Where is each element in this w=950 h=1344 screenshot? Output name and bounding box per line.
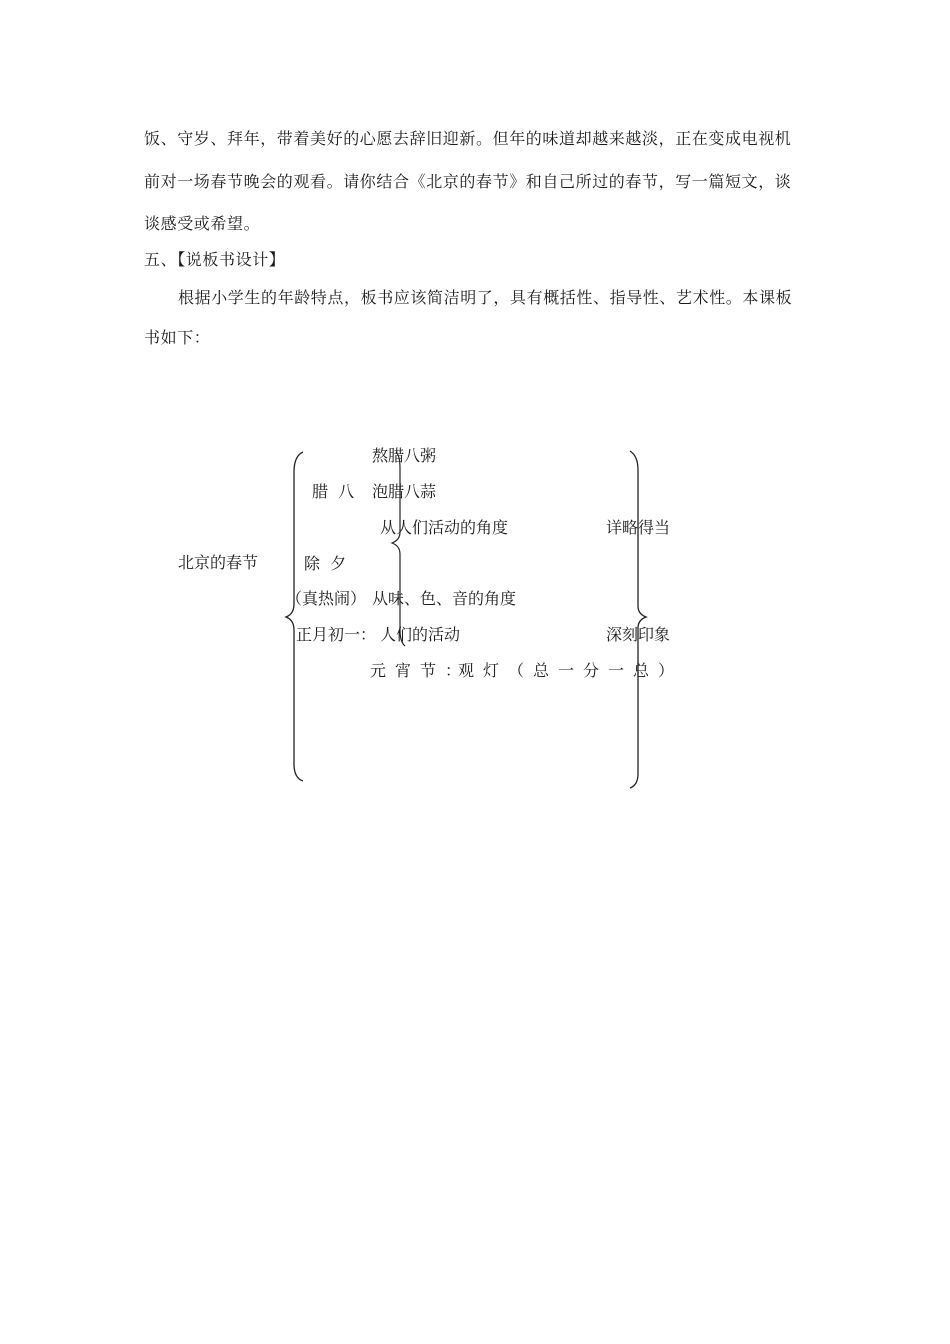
yuanxiao-label: 元宵节： [370,661,471,680]
laba-item-2: 泡腊八蒜 [372,482,437,501]
yuanxiao-item: 观灯（总一分一总） [458,661,684,680]
board-title: 北京的春节 [178,553,259,572]
zhengyue-label: 正月初一： [296,625,377,644]
outer-left-brace [286,452,303,781]
chuxi-label: 除 夕 [304,554,347,573]
section-intro-line-1: 根据小学生的年龄特点，板书应该简洁明了，具有概括性、指导性、艺术性。本课板 [178,288,793,307]
section-intro-line-2: 书如下： [144,328,211,347]
angle-people: 从人们活动的角度 [380,518,509,537]
paragraph-line-1: 饭、守岁、拜年，带着美好的心愿去辞旧迎新。但年的味道却越来越淡，正在变成电视机 [144,129,792,148]
outer-right-brace [630,451,646,788]
laba-label: 腊 八 [312,482,355,501]
right-note-top: 详略得当 [606,518,671,537]
right-note-bottom: 深刻印象 [606,625,671,644]
zhen-re-nao-label: （真热闹） [286,589,367,608]
zhengyue-item: 人们的活动 [380,625,461,644]
paragraph-line-2: 前对一场春节晚会的观看。请你结合《北京的春节》和自己所过的春节，写一篇短文，谈 [144,172,792,191]
paragraph-line-3: 谈感受或希望。 [144,214,261,233]
laba-item-1: 熬腊八粥 [372,446,437,465]
angle-senses: 从味、色、音的角度 [372,589,517,608]
section-heading: 五、【说板书设计】 [144,250,286,269]
